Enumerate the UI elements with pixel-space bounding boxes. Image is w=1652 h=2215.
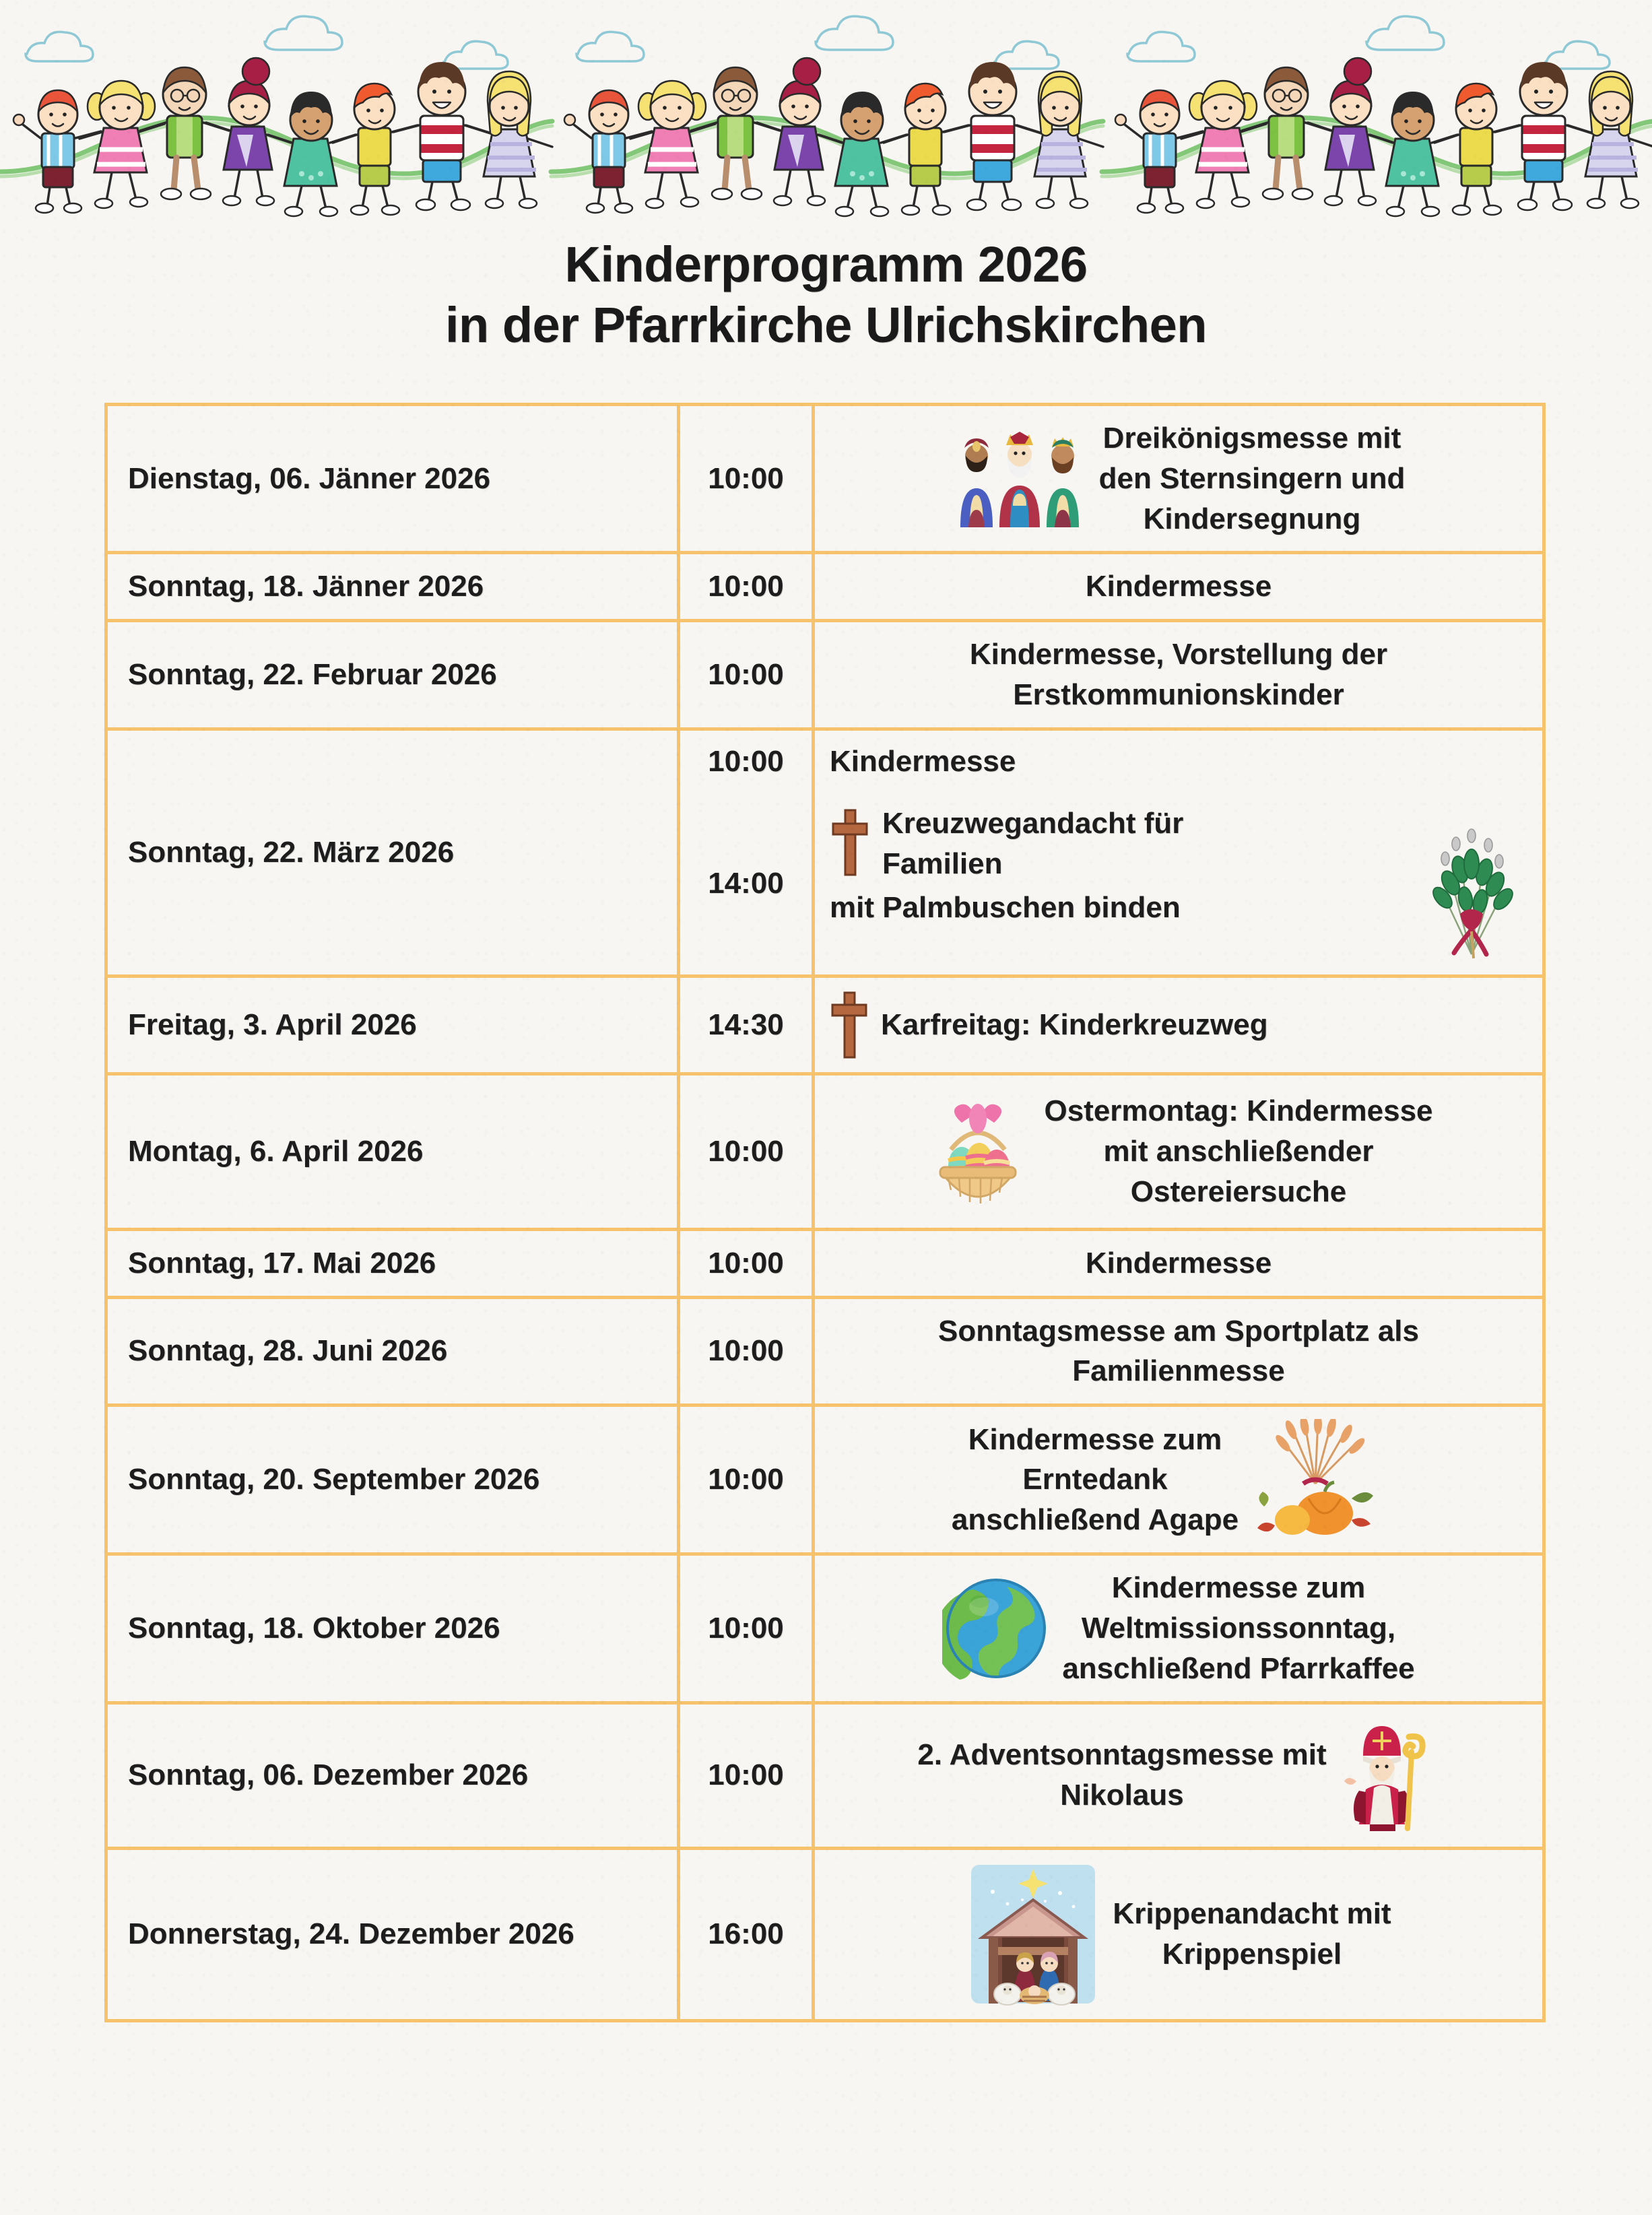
title-line-2: in der Pfarrkirche Ulrichskirchen xyxy=(445,297,1207,354)
nativity-icon xyxy=(966,1862,1100,2007)
row-time: 10:00 xyxy=(679,1554,814,1702)
sub-entry-time: 14:00 xyxy=(680,793,815,974)
sub-entry-body xyxy=(815,793,1542,939)
row-event xyxy=(814,1297,1544,1406)
row-event xyxy=(814,1554,1544,1702)
title-line-1: Kinderprogramm 2026 xyxy=(564,236,1088,292)
row-event-text: Sonntagsmesse am Sportplatz als Familienmesse xyxy=(938,1314,1419,1388)
sub-entry-body xyxy=(815,731,1542,793)
row-event xyxy=(814,1702,1544,1848)
table-row xyxy=(106,1406,1544,1554)
row-date: Sonntag, 22. Februar 2026 xyxy=(106,621,679,729)
sub-entry-text: Kindermesse xyxy=(830,744,1016,778)
harvest-icon xyxy=(1251,1419,1379,1540)
row-time: 14:30 xyxy=(679,976,814,1073)
row-event-text: Dreikönigsmesse mit den Sternsingern und Kindersegnung xyxy=(1098,422,1406,535)
row-time: 10:00 xyxy=(679,1229,814,1297)
row-date: Sonntag, 20. September 2026 xyxy=(106,1406,679,1554)
row-event-text: Kindermesse zum Weltmissionssonntag, anschließend Pfarrkaffee xyxy=(1062,1571,1415,1685)
row-date: Montag, 6. April 2026 xyxy=(106,1073,679,1229)
row-time: 10:00 xyxy=(679,1702,814,1848)
row-time: 16:00 xyxy=(679,1848,814,2020)
row-event xyxy=(814,1848,1544,2020)
row-time: 10:00 xyxy=(679,1297,814,1406)
row-time: 10:00 xyxy=(679,405,814,553)
row-event xyxy=(814,976,1544,1073)
table-row xyxy=(106,553,1544,621)
sub-entry-text: Kreuzwegandacht für Familien xyxy=(882,806,1184,880)
three-kings-icon xyxy=(952,425,1087,533)
children-holding-hands-illustration xyxy=(0,0,1652,222)
row-event-multi xyxy=(679,729,1544,976)
row-event xyxy=(814,405,1544,553)
table-row xyxy=(106,1554,1544,1702)
row-event-text: Kindermesse, Vorstellung der Erstkommunionskinder xyxy=(969,638,1388,712)
row-event-text: Kindermesse zum Erntedank anschließend Agape xyxy=(951,1422,1239,1537)
sub-entry xyxy=(680,731,1542,793)
easter-basket-icon xyxy=(924,1088,1032,1216)
schedule-table-wrapper xyxy=(104,403,1542,2022)
table-row xyxy=(106,621,1544,729)
page-title xyxy=(0,234,1652,356)
row-date: Sonntag, 18. Jänner 2026 xyxy=(106,553,679,621)
table-row xyxy=(106,976,1544,1073)
row-event xyxy=(814,1229,1544,1297)
row-time: 10:00 xyxy=(679,621,814,729)
nikolaus-icon xyxy=(1339,1717,1426,1834)
row-date: Donnerstag, 24. Dezember 2026 xyxy=(106,1848,679,2020)
row-event-text: Kindermesse xyxy=(1085,570,1272,603)
row-event-text: Karfreitag: Kinderkreuzweg xyxy=(881,1007,1268,1041)
sub-entry-time: 10:00 xyxy=(680,731,815,793)
cross-icon xyxy=(830,807,870,878)
sub-entry-text-extra: mit Palmbuschen binden xyxy=(830,891,1181,925)
header-banner xyxy=(0,0,1652,222)
row-date: Sonntag, 17. Mai 2026 xyxy=(106,1229,679,1297)
sub-entry xyxy=(680,793,1542,974)
row-event xyxy=(814,1073,1544,1229)
row-event-text: 2. Adventsonntagsmesse mit Nikolaus xyxy=(917,1738,1327,1812)
row-date: Dienstag, 06. Jänner 2026 xyxy=(106,405,679,553)
row-date: Freitag, 3. April 2026 xyxy=(106,976,679,1073)
globe-icon xyxy=(942,1575,1050,1682)
table-row xyxy=(106,1229,1544,1297)
row-time: 10:00 xyxy=(679,1406,814,1554)
table-row xyxy=(106,1073,1544,1229)
cross-icon xyxy=(830,990,869,1060)
table-row xyxy=(106,729,1544,976)
table-row xyxy=(106,405,1544,553)
schedule-table xyxy=(104,403,1546,2022)
table-row xyxy=(106,1297,1544,1406)
row-time: 10:00 xyxy=(679,1073,814,1229)
row-event-text: Kindermesse xyxy=(1085,1246,1272,1280)
row-date: Sonntag, 22. März 2026 xyxy=(106,729,679,976)
palm-bouquet-icon xyxy=(1421,799,1522,961)
row-event xyxy=(814,553,1544,621)
row-event xyxy=(814,1406,1544,1554)
row-date: Sonntag, 06. Dezember 2026 xyxy=(106,1702,679,1848)
row-event-text: Ostermontag: Kindermesse mit anschließender Ostereiersuche xyxy=(1044,1094,1433,1208)
table-row xyxy=(106,1848,1544,2020)
row-event-text: Krippenandacht mit Krippenspiel xyxy=(1113,1897,1391,1971)
schedule-table-body xyxy=(106,405,1544,2021)
table-row xyxy=(106,1702,1544,1848)
row-time: 10:00 xyxy=(679,553,814,621)
row-event xyxy=(814,621,1544,729)
row-date: Sonntag, 18. Oktober 2026 xyxy=(106,1554,679,1702)
row-date: Sonntag, 28. Juni 2026 xyxy=(106,1297,679,1406)
